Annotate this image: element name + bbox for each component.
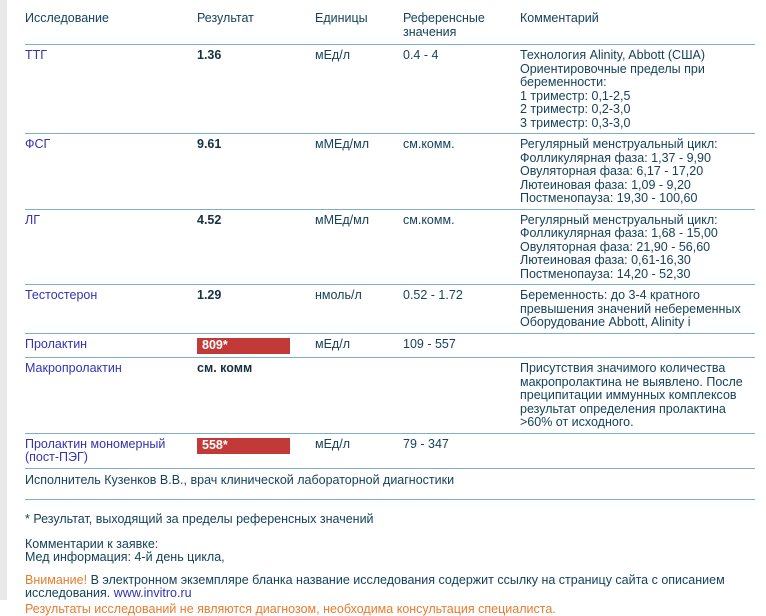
page-left-margin-strip [0, 0, 7, 600]
test-comment [520, 438, 755, 465]
test-result [197, 49, 315, 130]
med-info-line: Мед информация: 4-й день цикла, [25, 551, 755, 565]
test-result [197, 338, 315, 355]
table-row [25, 434, 755, 469]
test-reference-range: 0.52 - 1.72 [403, 289, 520, 330]
test-name-link[interactable]: ФСГ [25, 138, 197, 206]
result-value: 9.61 [197, 137, 221, 151]
table-row [25, 210, 755, 286]
test-units: мМЕд/мл [315, 138, 403, 206]
disclaimer-line: Результаты исследований не являются диагнозом, необходима консультация специалиста. [25, 603, 755, 616]
test-comment [520, 338, 755, 355]
test-units: мЕд/л [315, 338, 403, 355]
result-value: см. комм [197, 361, 252, 375]
request-comments-label: Комментарии к заявке: [25, 538, 755, 552]
test-result [197, 438, 315, 465]
test-reference-range: 79 - 347 [403, 438, 520, 465]
test-name-link[interactable]: Макропролактин [25, 362, 197, 430]
result-value: 809* [197, 338, 290, 355]
table-row [25, 285, 755, 334]
test-comment: Регулярный менструальный цикл: Фолликулярная фаза: 1,37 - 9,90 Овуляторная фаза: 6,17 - 17,20 Лютеиновая фаза: 1,09 - 9,20 Постменопауза: 19,30 - 100,60 [520, 138, 755, 206]
lab-results-report [25, 0, 755, 616]
column-header-comment: Комментарий [520, 11, 755, 39]
test-reference-range [403, 362, 520, 430]
out-of-range-footnote: * Результат, выходящий за пределы референсных значений [25, 513, 755, 527]
test-units: нмоль/л [315, 289, 403, 330]
test-result [197, 214, 315, 282]
test-comment: Присутствия значимого количества макропролактина не выявлено. После преципитации иммунных комплексов результат определения пролактина >60% от исходного. [520, 362, 755, 430]
test-name-link[interactable]: Пролактин [25, 338, 197, 355]
column-header-units: Единицы [315, 11, 403, 39]
result-value: 4.52 [197, 213, 221, 227]
table-row [25, 134, 755, 210]
test-reference-range: 0.4 - 4 [403, 49, 520, 130]
result-value: 1.29 [197, 288, 221, 302]
test-result [197, 362, 315, 430]
test-reference-range: см.комм. [403, 138, 520, 206]
test-reference-range: 109 - 557 [403, 338, 520, 355]
result-value: 1.36 [197, 48, 221, 62]
test-units: мЕд/л [315, 49, 403, 130]
attention-text: В электронном экземпляре бланка название исследования содержит ссылку на страницу сайта с описанием исследования. [25, 573, 725, 601]
attention-label: Внимание! [25, 573, 87, 587]
results-table-body [25, 45, 755, 469]
test-result [197, 138, 315, 206]
test-name-link[interactable]: Тестостерон [25, 289, 197, 330]
request-comments-block [25, 538, 755, 565]
test-units: мМЕд/мл [315, 214, 403, 282]
table-row [25, 45, 755, 134]
table-row [25, 358, 755, 434]
test-name-link[interactable]: ЛГ [25, 214, 197, 282]
column-header-reference: Референсные значения [403, 11, 520, 39]
test-units [315, 362, 403, 430]
invitro-site-link[interactable]: www.invitro.ru [114, 586, 192, 600]
results-table-header [25, 0, 755, 45]
section-divider [25, 499, 755, 500]
test-reference-range: см.комм. [403, 214, 520, 282]
test-comment: Технология Alinity, Abbott (США) Ориентировочные пределы при беременности: 1 триместр: 0,1-2,5 2 триместр: 0,2-3,0 3 триместр: 0,3-3,0 [520, 49, 755, 130]
test-comment: Регулярный менструальный цикл: Фолликулярная фаза: 1,68 - 15,00 Овуляторная фаза: 21,90 - 56,60 Лютеиновая фаза: 0,61-16,30 Постменопауза: 14,20 - 52,30 [520, 214, 755, 282]
result-value: 558* [197, 438, 290, 455]
test-name-link[interactable]: ТТГ [25, 49, 197, 130]
test-units: мЕд/л [315, 438, 403, 465]
test-result [197, 289, 315, 330]
table-row [25, 334, 755, 359]
test-comment: Беременность: до 3-4 кратного превышения значений небеременных Оборудование Abbott, Alinity i [520, 289, 755, 330]
attention-notice [25, 574, 755, 601]
test-name-link[interactable]: Пролактин мономерный (пост-ПЭГ) [25, 438, 197, 465]
column-header-test: Исследование [25, 11, 197, 39]
executor-line: Исполнитель Кузенков В.В., врач клинической лабораторной диагностики [25, 469, 755, 488]
column-header-result: Результат [197, 11, 315, 39]
